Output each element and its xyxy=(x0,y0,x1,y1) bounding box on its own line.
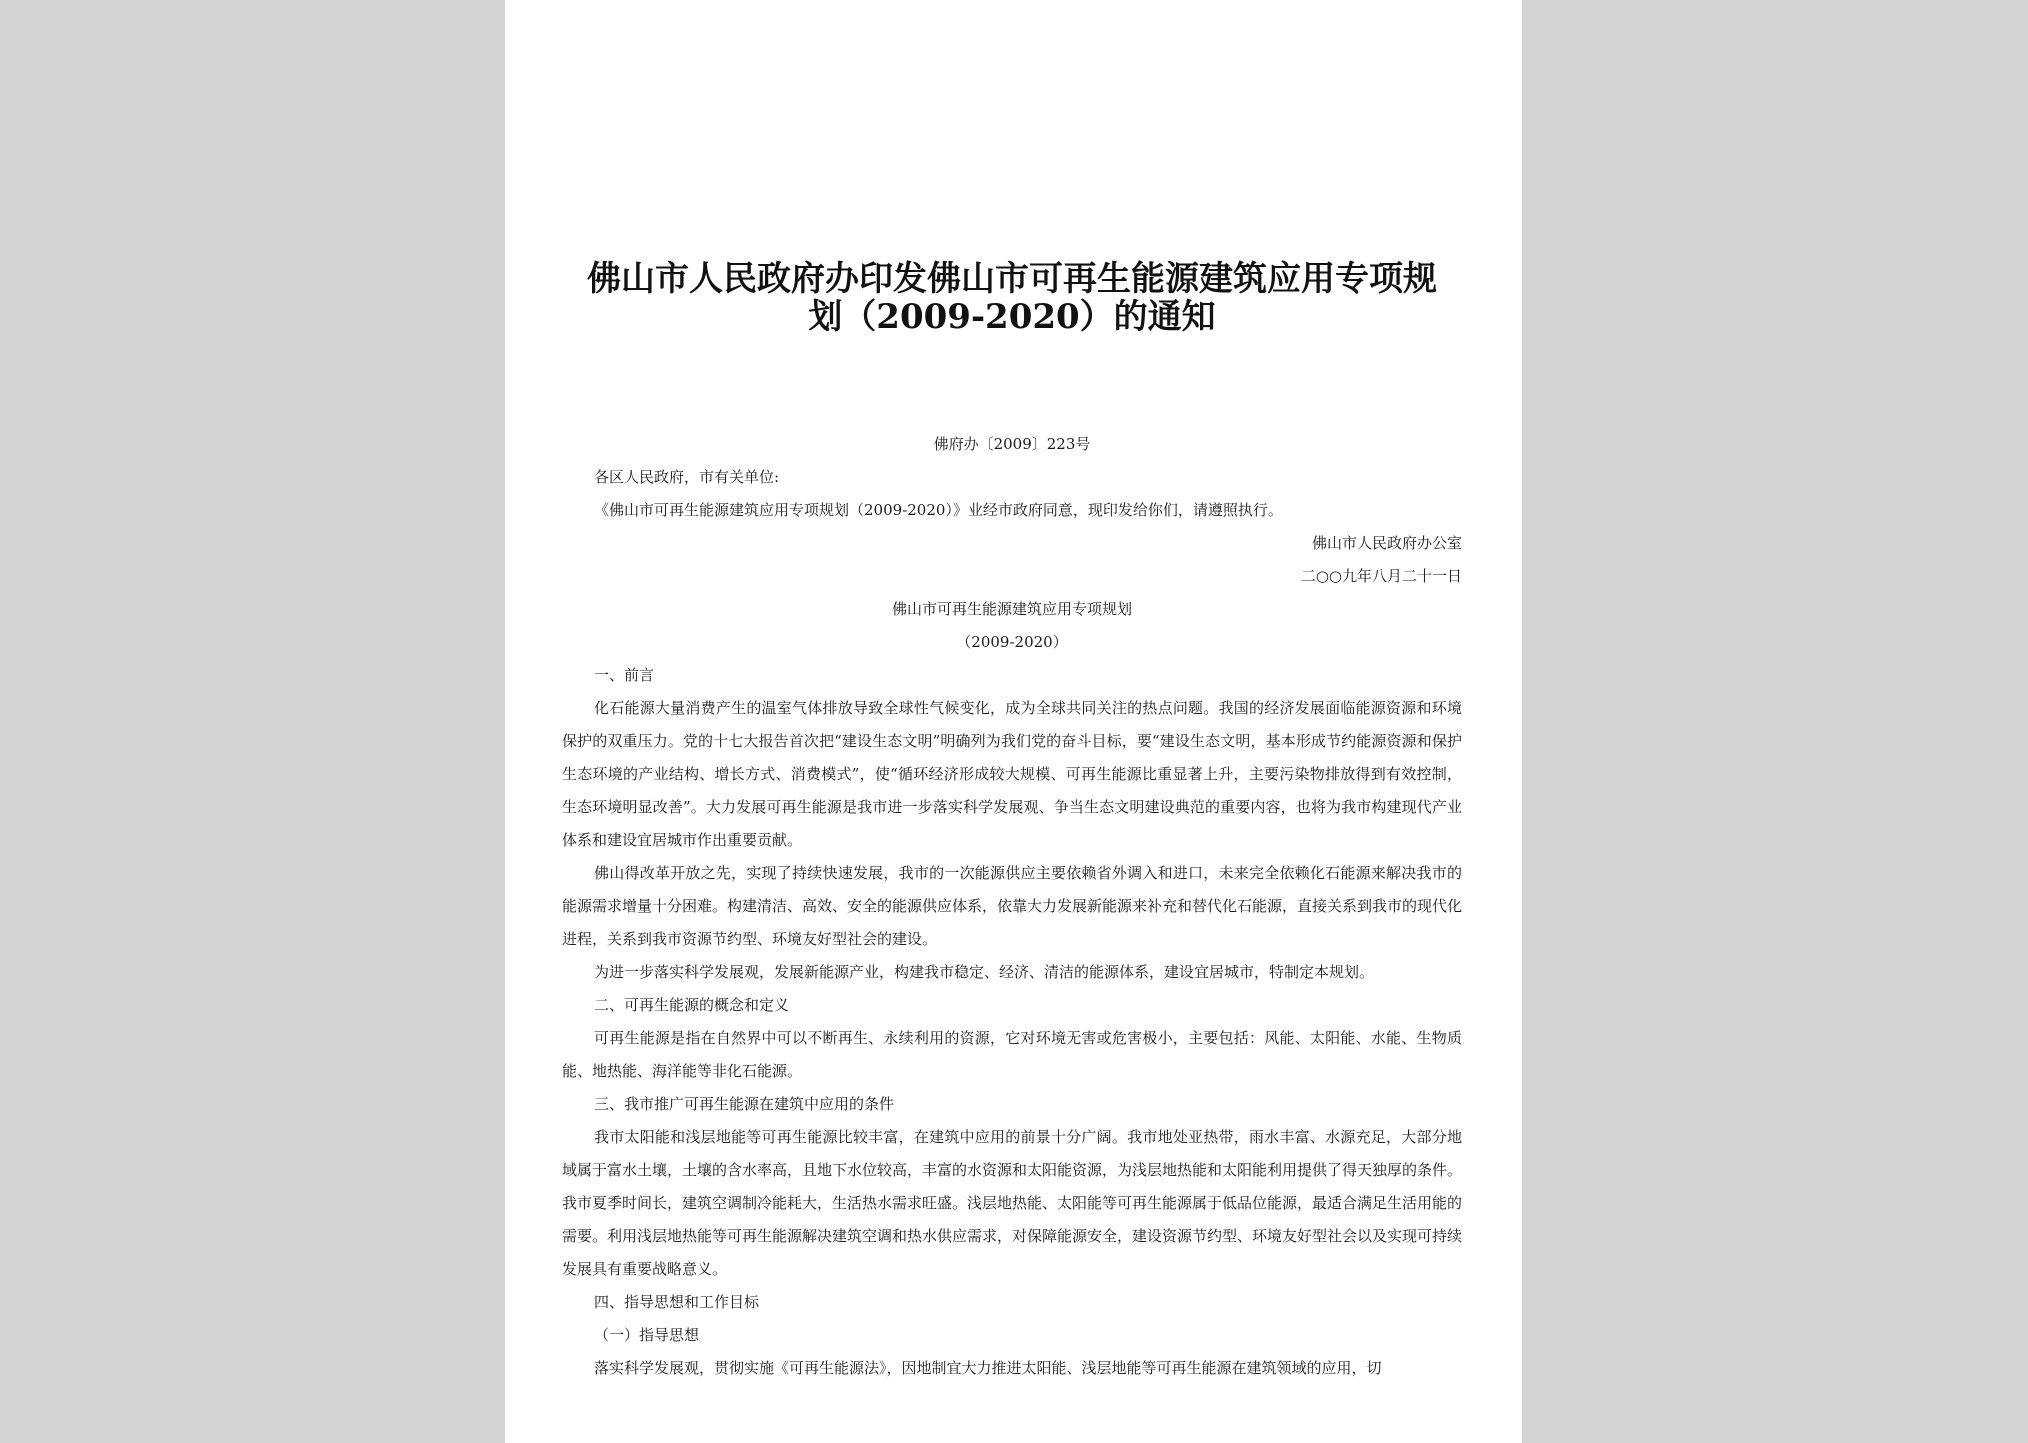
document-number: 佛府办〔2009〕223号 xyxy=(933,435,1091,453)
section-heading-3: 三、我市推广可再生能源在建筑中应用的条件 xyxy=(594,1095,895,1113)
section-1-paragraph-3: 为进一步落实科学发展观，发展新能源产业，构建我市稳定、经济、清洁的能源体系，建设宜居城市，特制定本规划。 xyxy=(594,963,1375,981)
section-4-paragraph-1: 落实科学发展观，贯彻实施《可再生能源法》，因地制宜大力推进太阳能、浅层地能等可再生能源在建筑领域的应用，切 xyxy=(594,1359,1382,1377)
document-page xyxy=(505,0,1522,1443)
document-title: 佛山市人民政府办印发佛山市可再生能源建筑应用专项规划（2009-2020）的通知 xyxy=(587,259,1437,337)
plan-period: （2009-2020） xyxy=(956,633,1068,651)
section-1-paragraph-1: 化石能源大量消费产生的温室气体排放导致全球性气候变化，成为全球共同关注的热点问题。我国的经济发展面临能源资源和环境保护的双重压力。党的十七大报告首次把“建设生态文明”明确列为我们党的奋斗目标，要“建设生态文明，基本形成节约能源资源和保护生态环境的产业结构、增长方式、消费模式”，使“循环经济形成较大规模、可再生能源比重显著上升，主要污染物排放得到有效控制，生态环境明显改善”。大力发展可再生能源是我市进一步落实科学发展观、争当生态文明建设典范的重要内容，也将为我市构建现代产业体系和建设宜居城市作出重要贡献。 xyxy=(562,699,1462,849)
notice-body: 《佛山市可再生能源建筑应用专项规划（2009-2020）》业经市政府同意，现印发给你们，请遵照执行。 xyxy=(594,501,1283,519)
section-2-paragraph-1: 可再生能源是指在自然界中可以不断再生、永续利用的资源，它对环境无害或危害极小，主要包括：风能、太阳能、水能、生物质能、地热能、海洋能等非化石能源。 xyxy=(562,1029,1462,1080)
section-heading-1: 一、前言 xyxy=(594,666,655,684)
issue-date: 二○○九年八月二十一日 xyxy=(1300,567,1462,585)
section-heading-4: 四、指导思想和工作目标 xyxy=(594,1293,760,1311)
addressee: 各区人民政府，市有关单位: xyxy=(594,468,780,486)
plan-title: 佛山市可再生能源建筑应用专项规划 xyxy=(891,600,1132,618)
subsection-heading-4-1: （一）指导思想 xyxy=(594,1326,700,1344)
section-1-paragraph-2: 佛山得改革开放之先，实现了持续快速发展，我市的一次能源供应主要依赖省外调入和进口，未来完全依赖化石能源来解决我市的能源需求增量十分困难。构建清洁、高效、安全的能源供应体系，依靠大力发展新能源来补充和替代化石能源，直接关系到我市的现代化进程，关系到我市资源节约型、环境友好型社会的建设。 xyxy=(562,864,1463,948)
section-3-paragraph-1: 我市太阳能和浅层地能等可再生能源比较丰富，在建筑中应用的前景十分广阔。我市地处亚热带，雨水丰富、水源充足，大部分地域属于富水土壤，土壤的含水率高，且地下水位较高，丰富的水资源和太阳能资源，为浅层地热能和太阳能利用提供了得天独厚的条件。我市夏季时间长，建筑空调制冷能耗大，生活热水需求旺盛。浅层地热能、太阳能等可再生能源属于低品位能源，最适合满足生活用能的需要。利用浅层地热能等可再生能源解决建筑空调和热水供应需求，对保障能源安全，建设资源节约型、环境友好型社会以及实现可持续发展具有重要战略意义。 xyxy=(562,1128,1463,1278)
section-heading-2: 二、可再生能源的概念和定义 xyxy=(594,996,790,1014)
issuer: 佛山市人民政府办公室 xyxy=(1311,534,1462,552)
